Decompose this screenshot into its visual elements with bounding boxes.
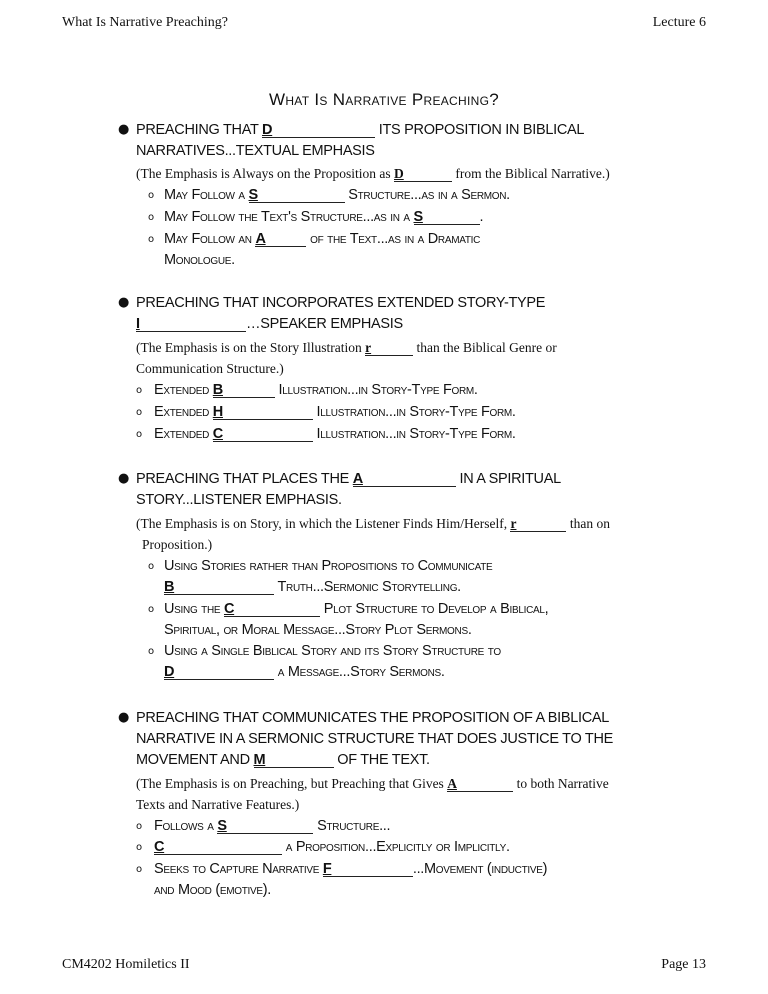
s4-item3 (154, 861, 547, 877)
s2-note (136, 340, 557, 356)
s3-item3: Using a Single Biblical Story and its Story Structure to (164, 643, 501, 659)
blank: C (224, 602, 320, 617)
text: Illustration...in Story-Type Form. (274, 382, 478, 398)
s4-note-cont: Texts and Narrative Features.) (136, 797, 300, 812)
blank: r (510, 517, 566, 532)
circle-bullet-icon: o (136, 429, 143, 440)
blank: S (217, 819, 313, 834)
text: Structure... (313, 818, 391, 834)
s1-item3-cont: Monologue. (164, 252, 235, 268)
footer-left: CM4202 Homiletics II (62, 957, 190, 972)
text: (The Emphasis is on Story, in which the Listener Finds Him/Herself, (136, 516, 511, 531)
circle-bullet-icon: o (136, 864, 143, 875)
s3-note-cont: Proposition.) (142, 537, 213, 552)
s1-item2 (164, 209, 483, 225)
bullet-icon: ● (118, 710, 130, 725)
s1-line2: NARRATIVES...TEXTUAL EMPHASIS (136, 143, 375, 159)
text: May Follow a (164, 187, 249, 203)
text: than on (566, 516, 610, 531)
blank: r (365, 341, 413, 356)
s3-item1: Using Stories rather than Propositions to Communicate (164, 558, 493, 574)
footer-right: Page 13 (661, 957, 706, 972)
text: PREACHING THAT PLACES THE (136, 471, 353, 487)
s1-item1 (164, 187, 510, 203)
circle-bullet-icon: o (136, 385, 143, 396)
text: Plot Structure to Develop a Biblical, (319, 601, 549, 617)
blank: C (213, 427, 313, 442)
text: Truth...Sermonic Storytelling. (274, 579, 461, 595)
circle-bullet-icon: o (148, 234, 155, 245)
s3-line1 (136, 471, 561, 487)
text: Extended (154, 426, 213, 442)
text: OF THE TEXT. (333, 752, 430, 768)
text: a Proposition...Explicitly or Implicitly. (282, 839, 510, 855)
s2-item1 (154, 382, 478, 398)
text: Illustration...in Story-Type Form. (312, 426, 516, 442)
text: (The Emphasis is Always on the Proposition as (136, 166, 394, 181)
circle-bullet-icon: o (148, 561, 155, 572)
text: ...Movement (inductive) (412, 861, 548, 877)
circle-bullet-icon: o (148, 604, 155, 615)
s1-item3 (164, 231, 480, 247)
s3-note (136, 516, 610, 532)
text: IN A SPIRITUAL (455, 471, 561, 487)
text: May Follow an (164, 231, 256, 247)
text: Follows a (154, 818, 218, 834)
text: to both Narrative (513, 776, 609, 791)
s4-item3-cont: and Mood (emotive). (154, 882, 272, 898)
bullet-icon: ● (118, 295, 130, 310)
blank: A (255, 232, 306, 247)
s3-line2: STORY...LISTENER EMPHASIS. (136, 492, 342, 508)
s3-item2-cont: Spiritual, or Moral Message...Story Plot Sermons. (164, 622, 472, 638)
blank: S (414, 210, 480, 225)
blank: A (353, 472, 456, 487)
blank: S (249, 188, 345, 203)
bullet-icon: ● (118, 122, 130, 137)
text: ITS PROPOSITION IN BIBLICAL (375, 122, 585, 138)
text: Extended (154, 404, 213, 420)
s1-note (136, 166, 610, 182)
text: PREACHING THAT (136, 122, 263, 138)
circle-bullet-icon: o (148, 190, 155, 201)
circle-bullet-icon: o (136, 407, 143, 418)
bullet-icon: ● (118, 471, 130, 486)
s2-line1: PREACHING THAT INCORPORATES EXTENDED STORY-TYPE (136, 295, 546, 311)
blank: C (154, 840, 282, 855)
text: Structure...as in a Sermon. (344, 187, 510, 203)
text: of the Text...as in a Dramatic (306, 231, 481, 247)
s4-line2: NARRATIVE IN A SERMONIC STRUCTURE THAT DOES JUSTICE TO THE (136, 731, 614, 747)
text: . (479, 209, 484, 225)
s2-item2 (154, 404, 516, 420)
header-left: What Is Narrative Preaching? (62, 15, 228, 30)
blank: B (164, 580, 274, 595)
s3-item2 (164, 601, 548, 617)
blank: H (213, 405, 313, 420)
circle-bullet-icon: o (148, 212, 155, 223)
s3-item3-cont (164, 664, 445, 680)
blank: D (394, 167, 452, 182)
blank: M (254, 753, 334, 768)
s3-item1-cont (164, 579, 461, 595)
s4-item1 (154, 818, 390, 834)
text: …SPEAKER EMPHASIS (246, 316, 403, 332)
page-title: What Is Narrative Preaching? (269, 90, 499, 109)
s4-line3 (136, 752, 430, 768)
s4-line1: PREACHING THAT COMMUNICATES THE PROPOSITION OF A BIBLICAL (136, 710, 610, 726)
s2-line2 (136, 316, 403, 332)
circle-bullet-icon: o (136, 842, 143, 853)
text: than the Biblical Genre or (413, 340, 557, 355)
s2-item3 (154, 426, 516, 442)
text: (The Emphasis is on Preaching, but Preaching that Gives (136, 776, 448, 791)
circle-bullet-icon: o (148, 646, 155, 657)
text: (The Emphasis is on the Story Illustration (136, 340, 366, 355)
text: Seeks to Capture Narrative (154, 861, 323, 877)
blank: D (262, 123, 375, 138)
circle-bullet-icon: o (136, 821, 143, 832)
text: Extended (154, 382, 213, 398)
header-right: Lecture 6 (652, 15, 706, 30)
blank: B (213, 383, 275, 398)
text: a Message...Story Sermons. (274, 664, 445, 680)
s4-note (136, 776, 609, 792)
blank: D (164, 665, 274, 680)
text: MOVEMENT AND (136, 752, 254, 768)
blank: F (323, 862, 413, 877)
blank: I (136, 317, 246, 332)
text: May Follow the Text's Structure...as in a (164, 209, 414, 225)
text: Illustration...in Story-Type Form. (312, 404, 516, 420)
blank: A (447, 777, 513, 792)
text: Using the (164, 601, 224, 617)
s1-line1 (136, 122, 584, 138)
s2-note-cont: Communication Structure.) (136, 361, 284, 376)
s4-item2 (154, 839, 510, 855)
text: from the Biblical Narrative.) (451, 166, 610, 181)
